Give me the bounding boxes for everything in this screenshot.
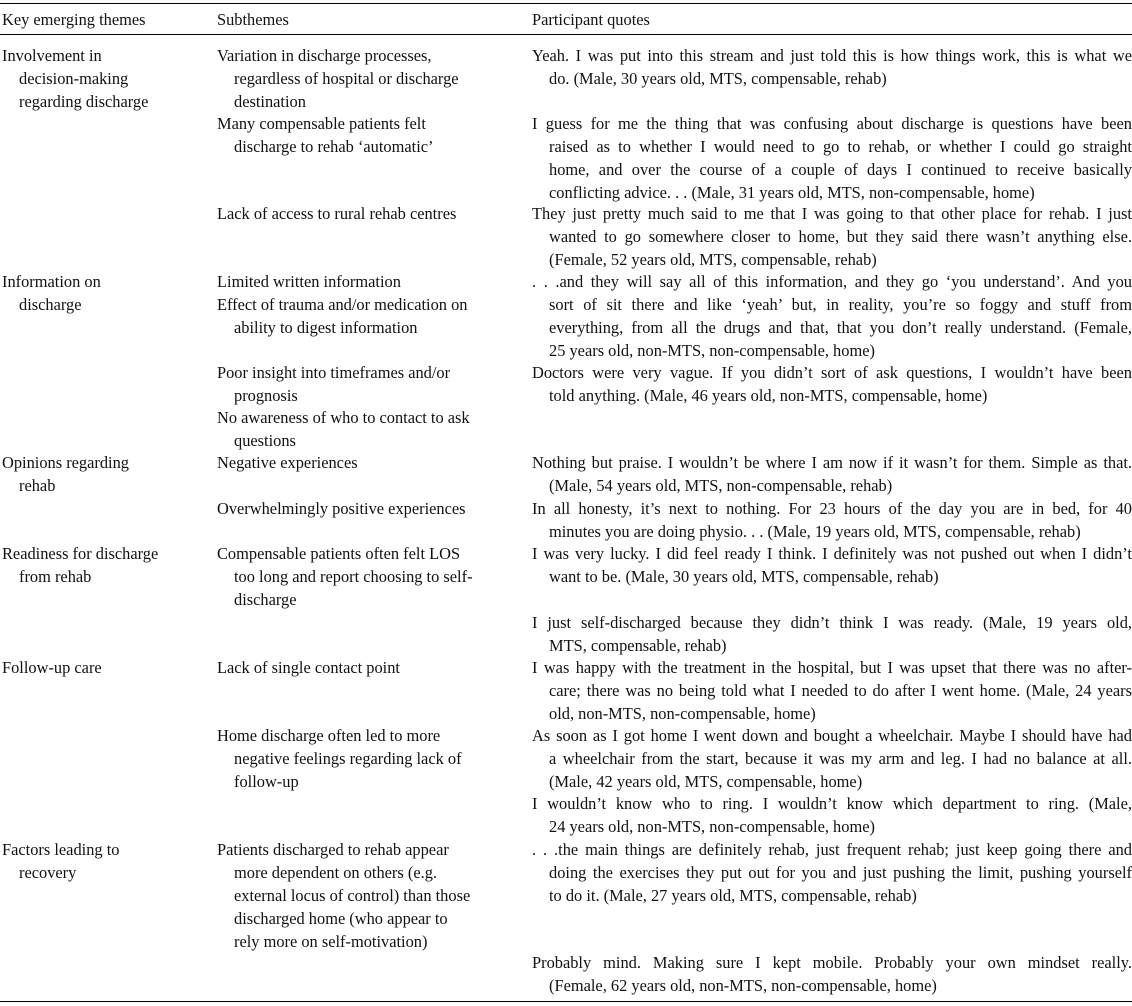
cell-line: ability to digest information (234, 318, 418, 337)
quote-cell (532, 724, 1132, 793)
quote-line: everything, from all the drugs and that, that you don’t really understand. (Female, (549, 318, 1132, 337)
cell-line: Readiness for discharge (2, 544, 159, 563)
cell-line: rehab (19, 476, 56, 495)
quote-line: I was happy with the treatment in the hospital, but I was upset that there was no after- (532, 658, 1132, 677)
subtheme-cell (217, 838, 522, 953)
quote-cell (532, 656, 1132, 725)
quote-cell (532, 497, 1132, 543)
subtheme-cell (217, 293, 522, 339)
cell-line: prognosis (234, 386, 298, 405)
cell-line: Effect of trauma and/or medication on (217, 295, 468, 314)
quote-line: do. (Male, 30 years old, MTS, compensable, rehab) (549, 69, 887, 88)
cell-line: negative feelings regarding lack of (234, 749, 462, 768)
quote-cell (532, 361, 1132, 407)
cell-line: Limited written information (217, 272, 401, 291)
subtheme-cell (217, 361, 522, 407)
subtheme-cell (217, 202, 522, 225)
cell-line: discharge (234, 590, 297, 609)
quote-line: (Male, 42 years old, MTS, compensable, home) (549, 772, 863, 791)
quote-cell (532, 951, 1132, 997)
quote-line: They just pretty much said to me that I was going to that other place for rehab. I just (532, 204, 1132, 223)
quote-cell (532, 611, 1132, 657)
cell-line: Involvement in (2, 46, 102, 65)
quote-line: Probably mind. Making sure I kept mobile. Probably your own mindset really. (532, 953, 1132, 972)
cell-line: more dependent on others (e.g. (234, 863, 437, 882)
quote-line: I was very lucky. I did feel ready I think. I definitely was not pushed out when I didn’t (532, 544, 1132, 563)
quote-cell (532, 838, 1132, 907)
cell-line: Variation in discharge processes, (217, 46, 432, 65)
subtheme-cell (217, 656, 522, 679)
cell-line: Information on (2, 272, 101, 291)
subtheme-cell (217, 112, 522, 158)
subtheme-cell (217, 270, 522, 293)
quote-line: MTS, compensable, rehab) (549, 636, 727, 655)
cell-line: Negative experiences (217, 453, 358, 472)
cell-line: Lack of single contact point (217, 658, 400, 677)
theme-cell (2, 542, 208, 588)
cell-line: regarding discharge (19, 92, 149, 111)
quote-line: 24 years old, non-MTS, non-compensable, home) (549, 817, 875, 836)
cell-line: Home discharge often led to more (217, 726, 441, 745)
quote-cell (532, 202, 1132, 271)
table-top-rule (0, 3, 1132, 4)
subtheme-cell (217, 451, 522, 474)
cell-line: Patients discharged to rehab appear (217, 840, 449, 859)
subtheme-cell (217, 44, 522, 113)
quote-line: (Male, 54 years old, MTS, non-compensable, rehab) (549, 476, 893, 495)
cell-line: destination (234, 92, 306, 111)
subtheme-cell (217, 497, 522, 520)
cell-line: from rehab (19, 567, 92, 586)
column-header-themes: Key emerging themes (2, 10, 146, 29)
cell-line: decision-making (19, 69, 129, 88)
cell-line: external locus of control) than those (234, 886, 471, 905)
cell-line: Factors leading to (2, 840, 120, 859)
quote-line: I guess for me the thing that was confusing about discharge is questions have been (532, 114, 1132, 133)
quote-line: wanted to go somewhere closer to home, but they said there wasn’t anything else. (549, 227, 1132, 246)
column-header-subthemes: Subthemes (217, 10, 289, 29)
theme-cell (2, 270, 208, 316)
cell-line: follow-up (234, 772, 299, 791)
cell-line: Many compensable patients felt (217, 114, 426, 133)
quote-cell (532, 270, 1132, 362)
table-header-rule (0, 34, 1132, 35)
cell-line: Opinions regarding (2, 453, 130, 472)
subtheme-cell (217, 406, 522, 452)
cell-line: Lack of access to rural rehab centres (217, 204, 457, 223)
quote-line: (Female, 62 years old, non-MTS, non-compensable, home) (549, 976, 937, 995)
cell-line: regardless of hospital or discharge (234, 69, 459, 88)
cell-line: discharge (19, 295, 82, 314)
subtheme-cell (217, 724, 522, 793)
quote-cell (532, 542, 1132, 588)
theme-cell (2, 838, 208, 884)
quote-line: to do it. (Male, 27 years old, MTS, compensable, rehab) (549, 886, 917, 905)
quote-line: Yeah. I was put into this stream and just told this is how things work, this is what we (532, 46, 1132, 65)
quote-line: care; there was no being told what I needed to do after I went home. (Male, 24 years (549, 681, 1132, 700)
quote-line: sort of sit there and like ‘yeah’ but, in reality, you’re so foggy and stuff from (549, 295, 1132, 314)
cell-line: discharged home (who appear to (234, 909, 448, 928)
quote-line: As soon as I got home I went down and bought a wheelchair. Maybe I should have had (532, 726, 1132, 745)
quote-line: home, and over the course of a couple of days I continued to receive basically (549, 160, 1132, 179)
cell-line: No awareness of who to contact to ask (217, 408, 470, 427)
cell-line: questions (234, 431, 296, 450)
cell-line: Overwhelmingly positive experiences (217, 499, 466, 518)
quote-line: told anything. (Male, 46 years old, non-MTS, compensable, home) (549, 386, 988, 405)
quote-line: I wouldn’t know who to ring. I wouldn’t know which department to ring. (Male, (532, 794, 1132, 813)
quote-line: raised as to whether I would need to go to rehab, or whether I could go straight (549, 137, 1132, 156)
theme-cell (2, 656, 208, 679)
quote-line: doing the exercises they put out for you and just pushing the limit, pushing yourself (549, 863, 1132, 882)
theme-cell (2, 451, 208, 497)
quote-line: . . .and they will say all of this information, and they go ‘you understand’. And you (532, 272, 1132, 291)
quote-cell (532, 451, 1132, 497)
quote-line: Nothing but praise. I wouldn’t be where I am now if it wasn’t for them. Simple as that. (532, 453, 1132, 472)
quote-line: minutes you are doing physio. . . (Male, 19 years old, MTS, compensable, rehab) (549, 522, 1081, 541)
quote-line: Doctors were very vague. If you didn’t sort of ask questions, I wouldn’t have been (532, 363, 1132, 382)
theme-cell (2, 44, 208, 113)
column-header-quotes: Participant quotes (532, 10, 650, 29)
quote-cell (532, 112, 1132, 204)
quote-line: . . .the main things are definitely rehab, just frequent rehab; just keep going there and (532, 840, 1132, 859)
quote-cell (532, 44, 1132, 90)
cell-line: discharge to rehab ‘automatic’ (234, 137, 434, 156)
quote-line: a wheelchair from the start, because it was my arm and leg. I had no balance at all. (549, 749, 1132, 768)
quote-line: 25 years old, non-MTS, non-compensable, home) (549, 341, 875, 360)
quote-line: want to be. (Male, 30 years old, MTS, compensable, rehab) (549, 567, 939, 586)
cell-line: rely more on self-motivation) (234, 932, 428, 951)
quote-line: old, non-MTS, non-compensable, home) (549, 704, 816, 723)
cell-line: Compensable patients often felt LOS (217, 544, 461, 563)
table-bottom-rule (0, 1001, 1132, 1002)
quote-line: (Female, 52 years old, MTS, compensable, rehab) (549, 250, 877, 269)
subtheme-cell (217, 542, 522, 611)
cell-line: Poor insight into timeframes and/or (217, 363, 451, 382)
quote-cell (532, 792, 1132, 838)
quote-line: I just self-discharged because they didn’t think I was ready. (Male, 19 years old, (532, 613, 1132, 632)
quote-line: In all honesty, it’s next to nothing. For 23 hours of the day you are in bed, for 40 (532, 499, 1132, 518)
cell-line: recovery (19, 863, 77, 882)
quote-line: conflicting advice. . . (Male, 31 years old, MTS, non-compensable, home) (549, 183, 1035, 202)
cell-line: too long and report choosing to self- (234, 567, 473, 586)
cell-line: Follow-up care (2, 658, 102, 677)
